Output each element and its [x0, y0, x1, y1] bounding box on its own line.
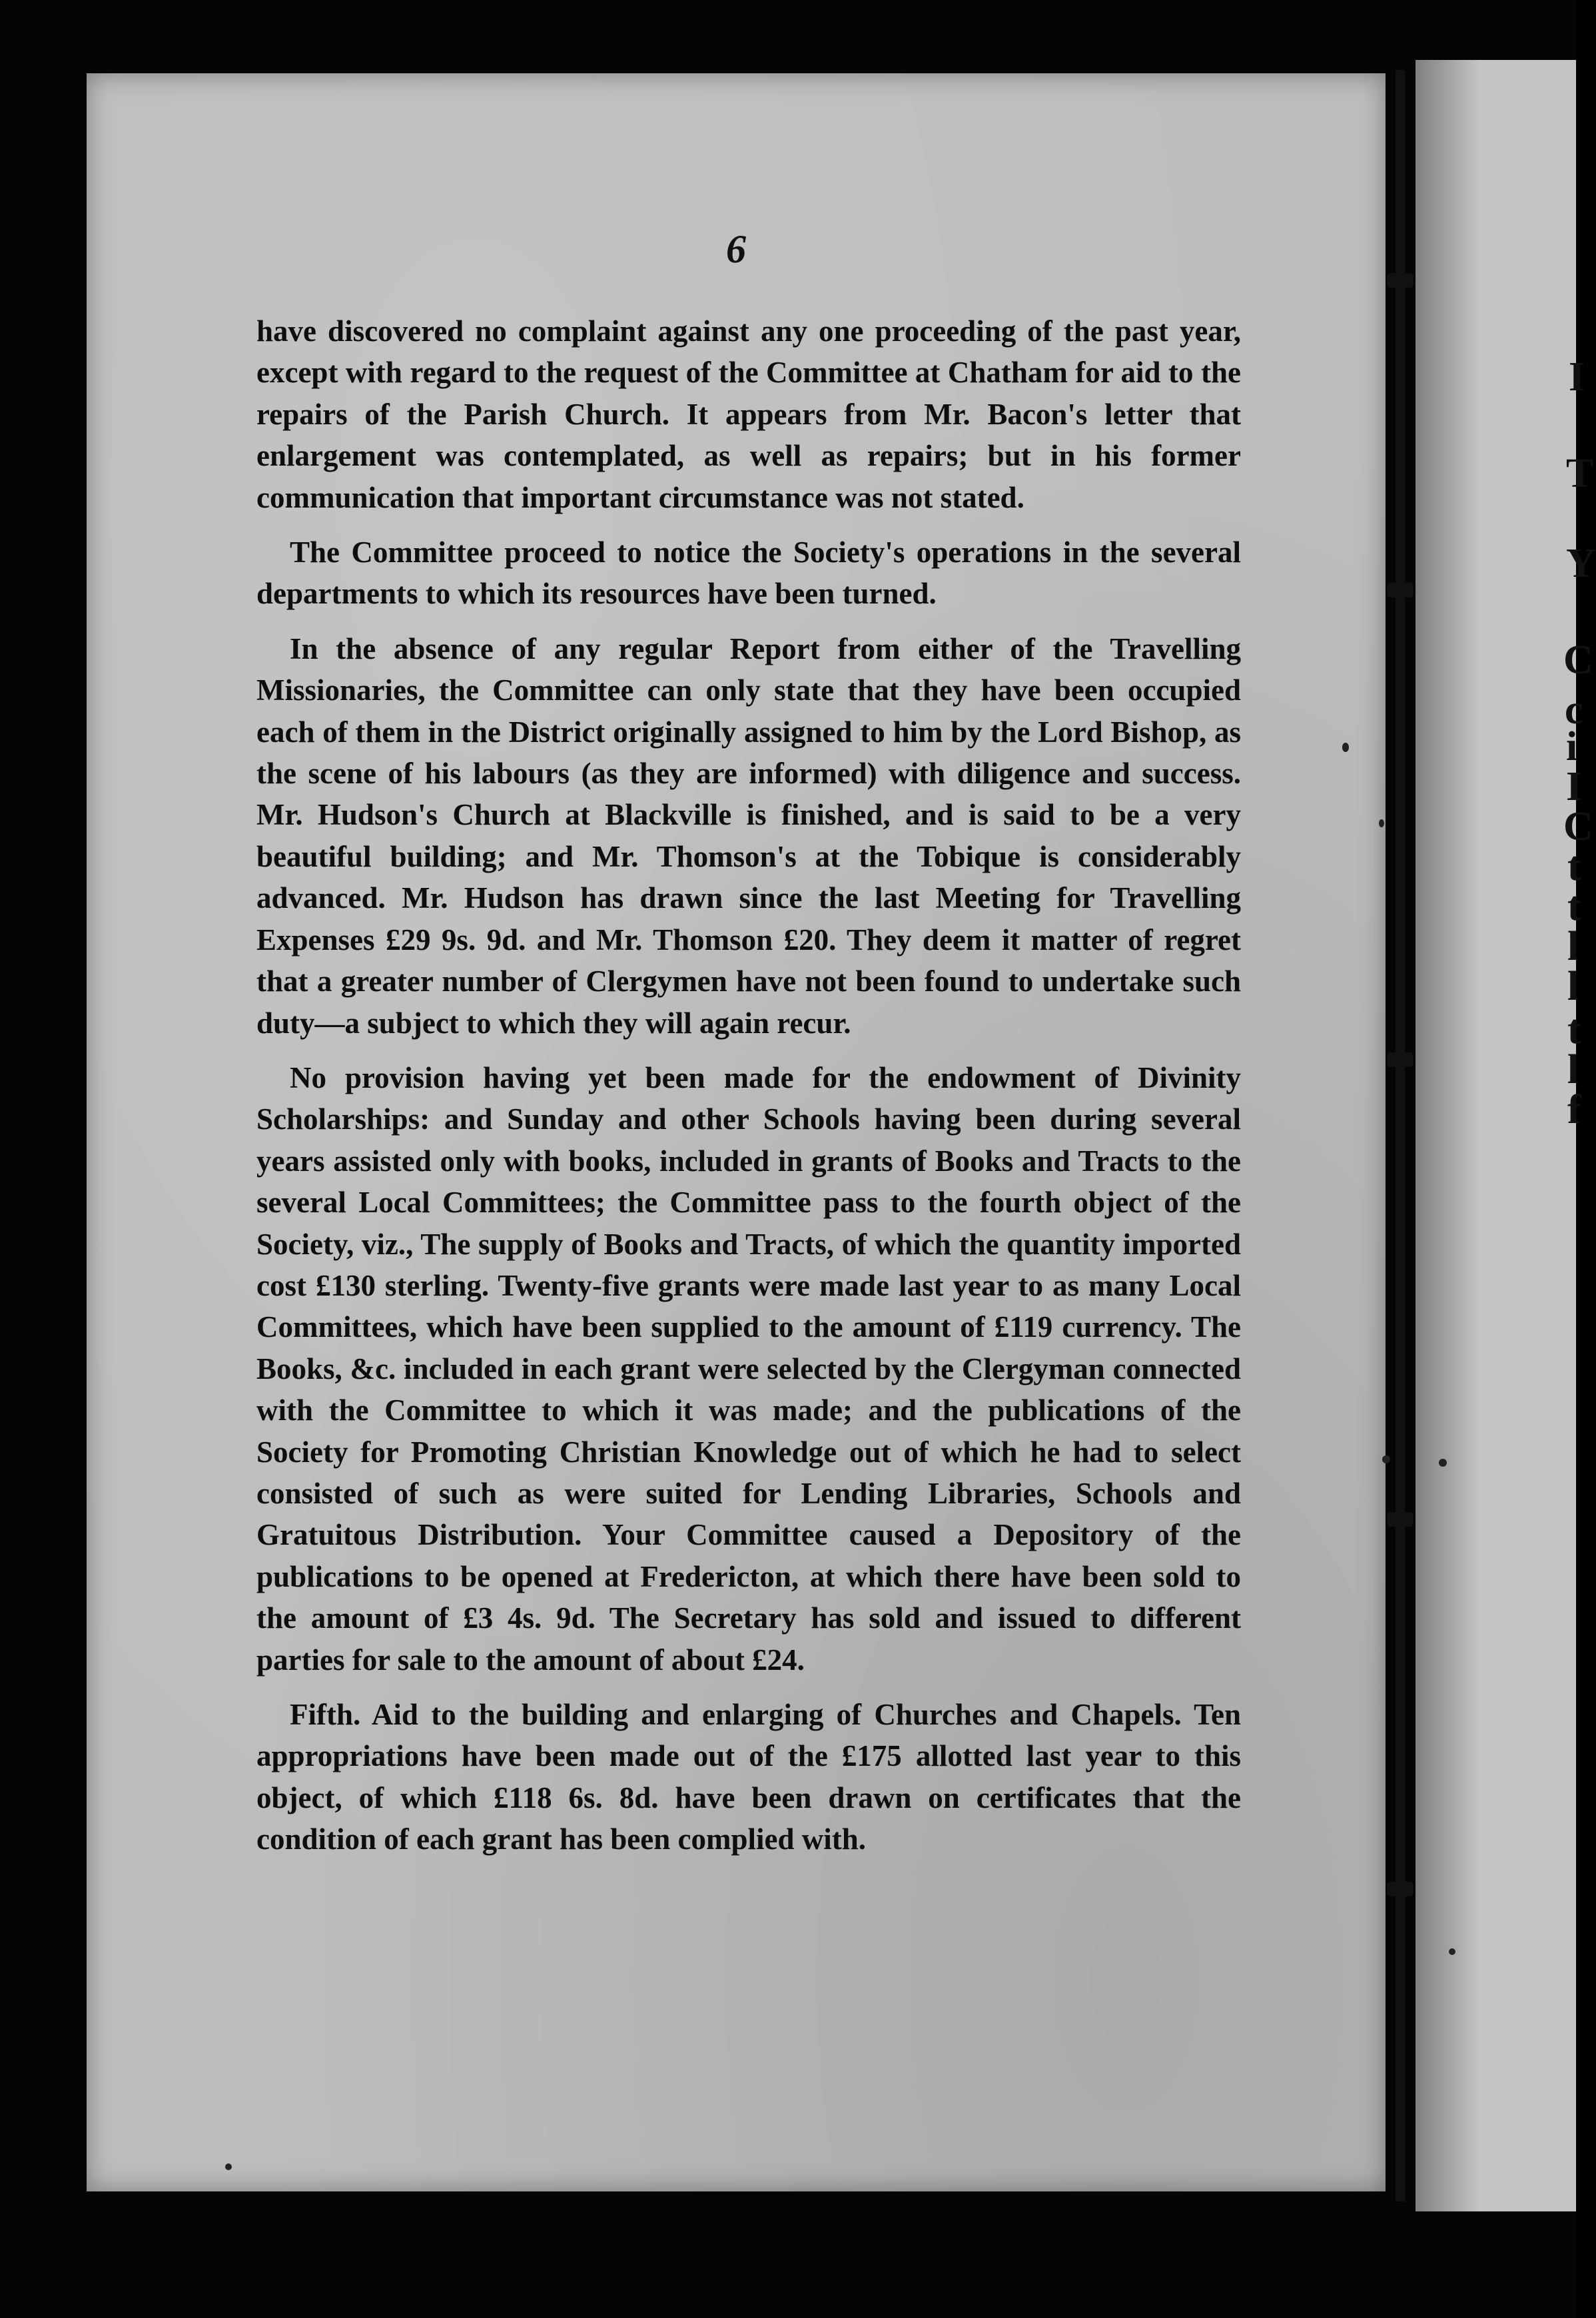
- paragraph: Fifth. Aid to the building and enlarging of Churches and Chapels. Ten appropriations have been made out of the £175 allotted last year to this object, of which £118 6s. 8d. have been drawn on certificates that the condition of each grant has been complied with.: [256, 1698, 1241, 1856]
- facing-page-letter: C: [1563, 637, 1593, 683]
- binding-stitch: [1387, 273, 1413, 288]
- facing-page-letter: I: [1569, 354, 1585, 400]
- speck: [1379, 819, 1384, 827]
- speck: [1439, 1459, 1447, 1467]
- facing-page-letter: f: [1567, 1087, 1581, 1132]
- binding-stitch: [1387, 1052, 1413, 1067]
- binding-stitch: [1387, 583, 1413, 597]
- speck: [1449, 1948, 1455, 1955]
- facing-page-letter: t: [1567, 884, 1581, 929]
- paragraph: have discovered no complaint against any one proceeding of the past year, except with regard to the request of the Committee at Chatham for aid to the repairs of the Parish Church. It appears from Mr. Bacon's letter that enlargement was contemplated, as well as repairs; but in his former communication that important circumstance was not stated.: [256, 314, 1241, 514]
- facing-page-letter: t: [1567, 844, 1581, 889]
- facing-page-letter: Y: [1566, 541, 1596, 586]
- page-number: 6: [726, 227, 746, 271]
- facing-page-letter: T: [1566, 451, 1594, 496]
- binding-stitch: [1387, 1882, 1413, 1896]
- facing-page-letter: l: [1567, 964, 1579, 1009]
- facing-page-letter: c: [1565, 687, 1583, 733]
- facing-page-edge: [1415, 60, 1596, 2211]
- body-text: [256, 310, 1241, 1874]
- binding-stitch: [1387, 1512, 1413, 1527]
- speck: [1342, 743, 1349, 752]
- facing-page-letter: C: [1563, 804, 1593, 849]
- facing-page-letter: I: [1566, 764, 1583, 809]
- paragraph: No provision having yet been made for the endowment of Divinity Scholarships: and Sunday and other Schools having been during several years assisted only with books, included in grants of Books and Tracts to the several Local Committees; the Committee pass to the fourth object of the Society, viz., The supply of Books and Tracts, of which the quantity imported cost £130 sterling. Twenty-five grants were made last year to as many Local Committees, which have been supplied to the amount of £119 currency. The Books, &c. included in each grant were selected by the Clergyman connected with the Committee to which it was made; and the publications of the Society for Promoting Christian Knowledge out of which he had to select consisted of such as were suited for Lending Libraries, Schools and Gratuitous Distribution. Your Committee caused a Depository of the publications to be opened at Fredericton, at which there have been sold to the amount of £3 4s. 9d. The Secretary has sold and issued to different parties for sale to the amount of about £24.: [256, 1060, 1241, 1677]
- paragraph: In the absence of any regular Report from either of the Travelling Missionaries, the Committee can only state that they have been occupied each of them in the District originally assigned to him by the Lord Bishop, as the scene of his labours (as they are informed) with diligence and success. Mr. Hudson's Church at Blackville is finished, and is said to be a very beautiful building; and Mr. Thomson's at the Tobique is considerably advanced. Mr. Hudson has drawn since the last Meeting for Travelling Expenses £29 9s. 9d. and Mr. Thomson £20. They deem it matter of regret that a greater number of Clergymen have not been found to undertake such duty—a subject to which they will again recur.: [256, 631, 1241, 1040]
- paragraph: The Committee proceed to notice the Society's operations in the several departments to which its resources have been turned.: [256, 536, 1241, 611]
- facing-page-letter: l: [1567, 924, 1579, 969]
- facing-page-letter: t: [1567, 1007, 1581, 1052]
- speck: [1382, 1455, 1390, 1463]
- facing-page-letter: l: [1567, 1047, 1579, 1092]
- speck: [225, 2163, 232, 2170]
- facing-page-letter: i: [1566, 724, 1578, 769]
